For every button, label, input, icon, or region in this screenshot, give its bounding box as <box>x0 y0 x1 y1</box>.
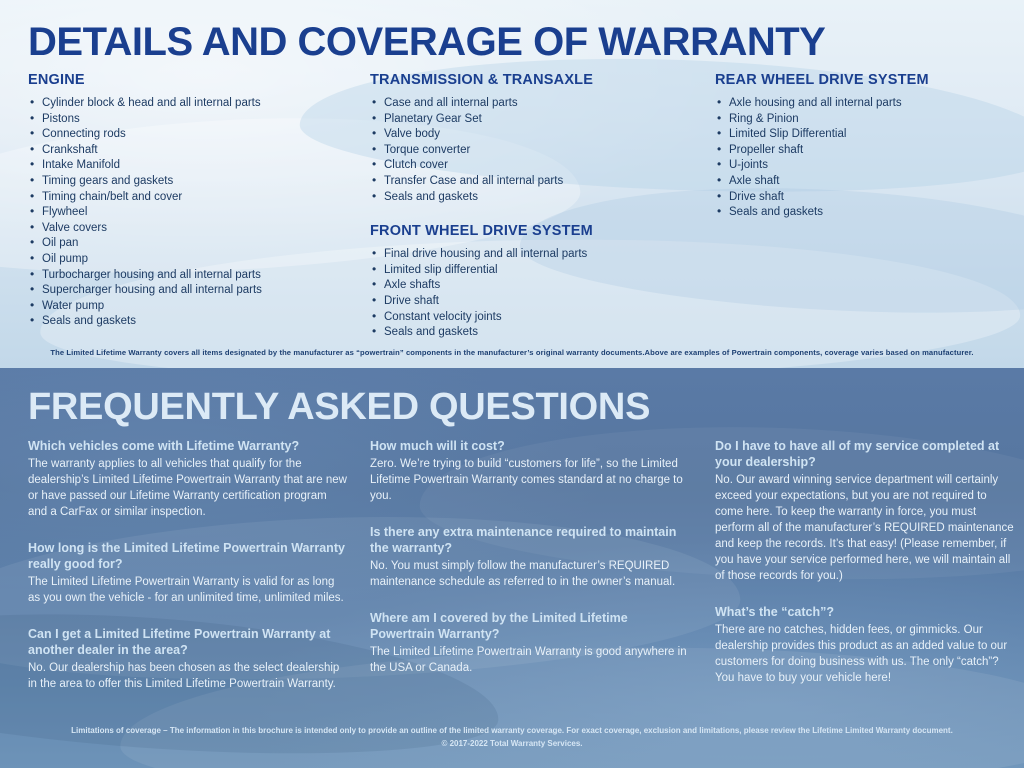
faq-answer: No. You must simply follow the manufacturer’s REQUIRED maintenance schedule as referred to in the owner’s manual. <box>370 560 676 588</box>
list-item: • Timing gears and gaskets <box>28 174 358 190</box>
list-item: • Turbocharger housing and all internal parts <box>28 268 358 284</box>
coverage-list-front-wheel-drive <box>370 247 700 341</box>
list-item: • Limited Slip Differential <box>715 127 1015 143</box>
faq-answer: There are no catches, hidden fees, or gimmicks. Our dealership provides this product as an added value to our customers for doing business with us. The only “catch”? You have to buy your vehicle here! <box>715 624 1008 684</box>
coverage-list-engine <box>28 96 358 330</box>
list-item: • Valve body <box>370 127 700 143</box>
faq-answer: The Limited Lifetime Powertrain Warranty is good anywhere in the USA or Canada. <box>370 646 687 674</box>
footer-line-1: Limitations of coverage – The information in this brochure is intended only to provide an outline of the limited warranty coverage. For exact coverage, exclusion and limitations, please review the Lifetime Limited Warranty document. <box>71 726 953 735</box>
faq-answer: No. Our dealership has been chosen as the select dealership in the area to offer this Limited Lifetime Powertrain Warranty. <box>28 662 340 690</box>
list-item: • Constant velocity joints <box>370 310 700 326</box>
faq-column-3 <box>715 438 1015 706</box>
section-heading-engine: ENGINE <box>28 72 85 88</box>
faq-entry <box>28 438 348 520</box>
list-item: • Cylinder block & head and all internal parts <box>28 96 358 112</box>
list-item: • Seals and gaskets <box>28 314 358 330</box>
list-item: • Ring & Pinion <box>715 112 1015 128</box>
section-heading-front-wheel-drive: FRONT WHEEL DRIVE SYSTEM <box>370 223 593 240</box>
list-item: • Valve covers <box>28 221 358 237</box>
coverage-column-engine <box>28 72 358 330</box>
faq-answer: The warranty applies to all vehicles that qualify for the dealership’s Limited Lifetime Powertrain Warranty that are new or have passed our Lifetime Warranty certification program and a CarFax or similar inspection. <box>28 458 347 518</box>
list-item: • Crankshaft <box>28 143 358 159</box>
section-heading-transmission: TRANSMISSION & TRANSAXLE <box>370 72 594 88</box>
warranty-details-section <box>0 0 1024 368</box>
list-item: • Seals and gaskets <box>370 190 700 206</box>
faq-answer: Zero. We’re trying to build “customers for life”, so the Limited Lifetime Powertrain Warranty comes standard at no charge to you. <box>370 458 683 502</box>
page-title: DETAILS AND COVERAGE OF WARRANTY <box>28 20 826 64</box>
coverage-list-rear-wheel-drive <box>715 96 1015 221</box>
faq-answer: The Limited Lifetime Powertrain Warranty is valid for as long as you own the vehicle - for an unlimited time, unlimited miles. <box>28 576 344 604</box>
coverage-disclaimer: The Limited Lifetime Warranty covers all items designated by the manufacturer as “powertrain” components in the manufacturer’s original warranty documents.Above are examples of Powertrain components, coverage varies based on manufacturer. <box>50 348 974 357</box>
list-item: • Axle shaft <box>715 174 1015 190</box>
faq-title: FREQUENTLY ASKED QUESTIONS <box>28 386 651 428</box>
faq-entry <box>370 438 690 504</box>
faq-column-2 <box>370 438 690 696</box>
list-item: • Flywheel <box>28 205 358 221</box>
list-item: • Seals and gaskets <box>715 205 1015 221</box>
list-item: • Supercharger housing and all internal parts <box>28 283 358 299</box>
list-item: • U-joints <box>715 158 1015 174</box>
faq-entry <box>28 540 348 606</box>
faq-question: Can I get a Limited Lifetime Powertrain Warranty at another dealer in the area? <box>28 627 331 657</box>
faq-answer: No. Our award winning service department will certainly exceed your expectations, but you are not required to come here. To keep the warranty in force, you must perform all of the manufacturer’s REQUIRED maintenance and keep the records. It’s that easy! (Please remember, if you have your service performed here, we will maintain all of those records for you.) <box>715 474 1014 582</box>
list-item: • Propeller shaft <box>715 143 1015 159</box>
list-item: • Connecting rods <box>28 127 358 143</box>
faq-question: Which vehicles come with Lifetime Warranty? <box>28 439 300 453</box>
list-item: • Axle housing and all internal parts <box>715 96 1015 112</box>
list-item: • Oil pan <box>28 236 358 252</box>
faq-entry <box>370 524 690 590</box>
footer-copyright: © 2017-2022 Total Warranty Services. <box>441 739 583 748</box>
list-item: • Drive shaft <box>715 190 1015 206</box>
list-item: • Seals and gaskets <box>370 325 700 341</box>
list-item: • Drive shaft <box>370 294 700 310</box>
faq-question: Where am I covered by the Limited Lifetime Powertrain Warranty? <box>370 611 628 641</box>
list-item: • Torque converter <box>370 143 700 159</box>
list-item: • Water pump <box>28 299 358 315</box>
coverage-column-rear-wheel-drive <box>715 72 1015 221</box>
faq-section <box>0 368 1024 768</box>
faq-column-1 <box>28 438 348 712</box>
list-item: • Oil pump <box>28 252 358 268</box>
list-item: • Final drive housing and all internal parts <box>370 247 700 263</box>
faq-question: Do I have to have all of my service completed at your dealership? <box>715 439 1000 469</box>
faq-entry <box>370 610 690 676</box>
faq-entry <box>715 438 1015 584</box>
footer-disclaimer <box>0 724 1024 750</box>
faq-question: What’s the “catch”? <box>715 605 834 619</box>
coverage-column-transmission <box>370 72 700 341</box>
list-item: • Case and all internal parts <box>370 96 700 112</box>
list-item: • Timing chain/belt and cover <box>28 190 358 206</box>
list-item: • Transfer Case and all internal parts <box>370 174 700 190</box>
coverage-list-transmission <box>370 96 700 205</box>
list-item: • Pistons <box>28 112 358 128</box>
list-item: • Planetary Gear Set <box>370 112 700 128</box>
faq-question: Is there any extra maintenance required to maintain the warranty? <box>370 525 677 555</box>
faq-entry <box>715 604 1015 686</box>
faq-question: How much will it cost? <box>370 439 505 453</box>
list-item: • Intake Manifold <box>28 158 358 174</box>
section-heading-rear-wheel-drive: REAR WHEEL DRIVE SYSTEM <box>715 72 929 88</box>
coverage-block-front-wheel-drive <box>370 223 700 341</box>
faq-entry <box>28 626 348 692</box>
list-item: • Limited slip differential <box>370 263 700 279</box>
list-item: • Axle shafts <box>370 278 700 294</box>
list-item: • Clutch cover <box>370 158 700 174</box>
faq-question: How long is the Limited Lifetime Powertrain Warranty really good for? <box>28 541 345 571</box>
